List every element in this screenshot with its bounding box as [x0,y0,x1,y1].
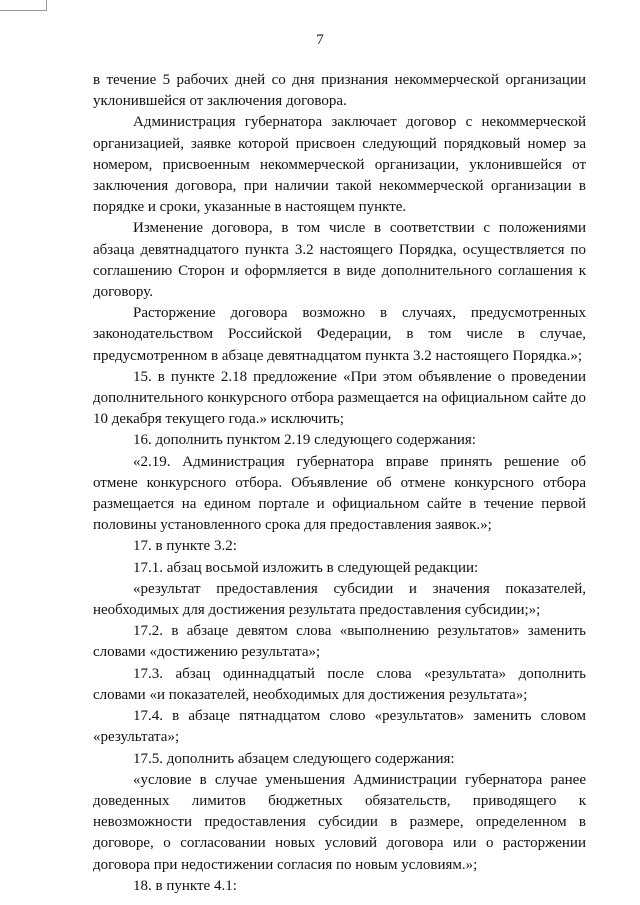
paragraph: 17. в пункте 3.2: [133,538,237,555]
paragraph: 18. в пункте 4.1: [133,877,237,894]
document-body [93,70,586,897]
paragraph: в течение 5 рабочих дней со дня признания некоммерческой организации уклонившейся от заключения договора. [93,72,586,110]
scan-corner-mark [0,0,47,11]
paragraph: 16. дополнить пунктом 2.19 следующего содержания: [133,432,476,449]
paragraph: Администрация губернатора заключает договор с некоммерческой организацией, заявке которой присвоен следующий порядковый номер за номером, присвоенным некоммерческой организации, уклонившейся от заключения договора, при наличии такой некоммерческой организации в порядке и сроки, указанные в настоящем пункте. [93,114,586,216]
page-number: 7 [316,32,324,48]
paragraph: 17.1. абзац восьмой изложить в следующей редакции: [133,559,479,576]
paragraph: 17.3. абзац одиннадцатый после слова «результата» дополнить словами «и показателей, необходимых для достижения результата»; [93,665,586,703]
paragraph: Изменение договора, в том числе в соответствии с положениями абзаца девятнадцатого пункта 3.2 настоящего Порядка, осуществляется по соглашению Сторон и оформляется в виде дополнительного соглашения к договору. [93,220,586,301]
paragraph: 15. в пункте 2.18 предложение «При этом объявление о проведении дополнительного конкурсного отбора размещается на официальном сайте до 10 декабря текущего года.» исключить; [93,368,586,428]
paragraph: 17.4. в абзаце пятнадцатом слово «результатов» заменить словом «результата»; [93,708,586,746]
paragraph: «2.19. Администрация губернатора вправе принять решение об отмене конкурсного отбора. Объявление об отмене конкурсного отбора размещается на едином портале и официальном сайте в течение первой половины установленного срока для предоставления заявок.»; [93,453,586,534]
paragraph: «результат предоставления субсидии и значения показателей, необходимых для достижения результата предоставления субсидии;»; [93,580,586,619]
paragraph: 17.2. в абзаце девятом слова «выполнению результатов» заменить словами «достижению результата»; [93,623,586,661]
paragraph: 17.5. дополнить абзацем следующего содержания: [133,750,455,767]
paragraph: Расторжение договора возможно в случаях, предусмотренных законодательством Российской Федерации, в том числе в случае, предусмотренном в абзаце девятнадцатом пункта 3.2 настоящего Порядка.»; [93,305,586,364]
paragraph: «условие в случае уменьшения Администрации губернатора ранее доведенных лимитов бюджетных обязательств, приводящего к невозможности предоставления субсидии в размере, определенном в договоре, о согласовании новых условий договора или о расторжении договора при недостижении согласия по новым условиям.»; [93,771,586,873]
